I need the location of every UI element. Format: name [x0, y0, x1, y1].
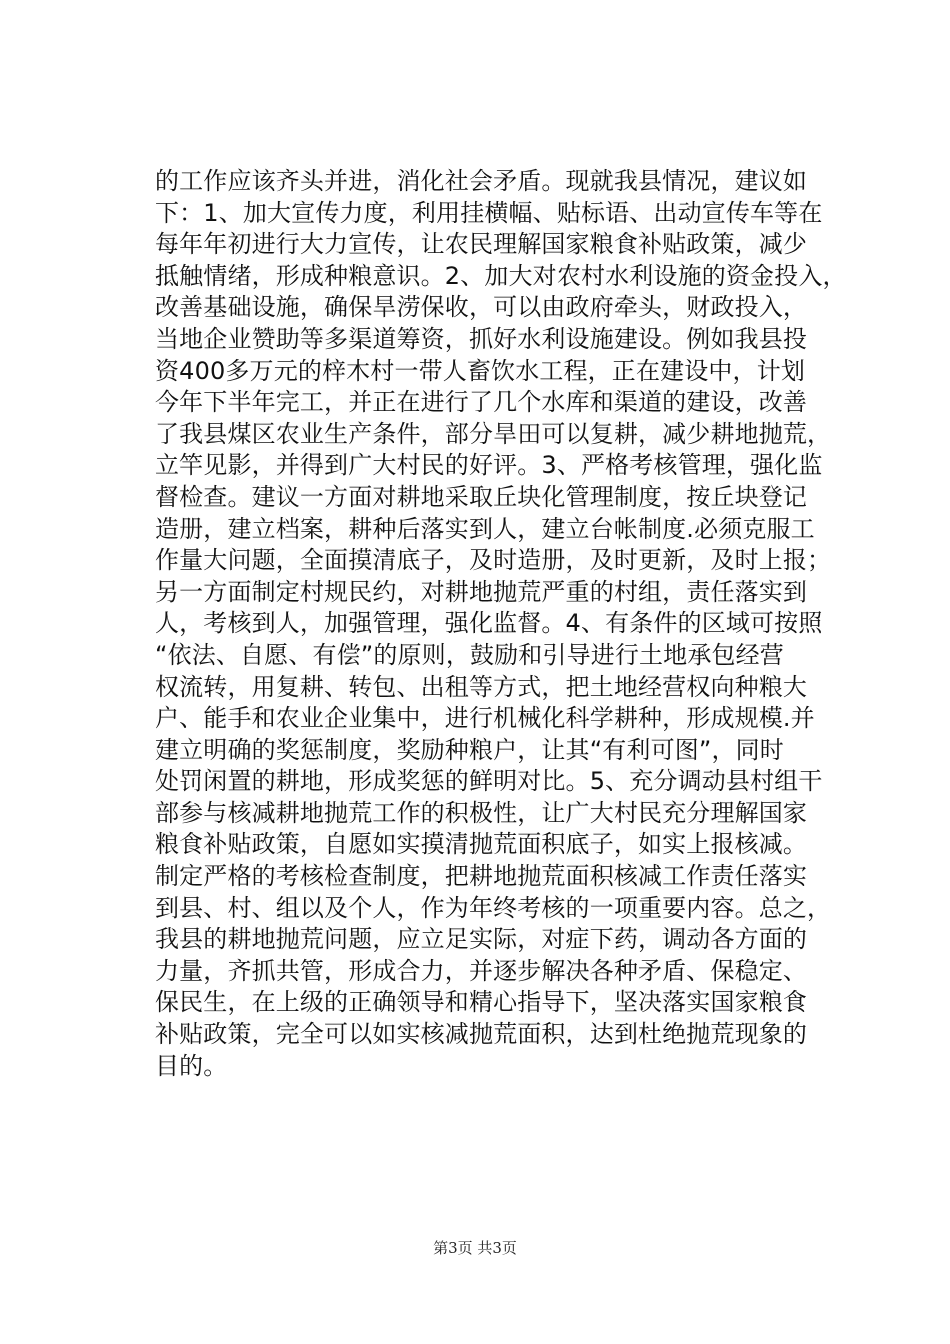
text-line: 目的。 [155, 1051, 228, 1080]
text-line: 另一方面制定村规民约，对耕地抛荒严重的村组，责任落实到 [155, 577, 808, 606]
text-line: 当地企业赞助等多渠道筹资，抓好水利设施建设。例如我县投 [155, 324, 808, 353]
text-line: 到县、村、组以及个人，作为年终考核的一项重要内容。总之， [155, 893, 832, 922]
text-line: 抵触情绪，形成种粮意识。2、加大对农村水利设施的资金投入， [155, 261, 847, 290]
text-line: 作量大问题，全面摸清底子，及时造册，及时更新，及时上报； [155, 546, 832, 575]
text-line: 处罚闲置的耕地，形成奖惩的鲜明对比。5、充分调动县村组干 [155, 767, 823, 796]
text-line: 保民生，在上级的正确领导和精心指导下，坚决落实国家粮食 [155, 988, 808, 1017]
text-line: 建立明确的奖惩制度，奖励种粮户，让其“有利可图”，同时 [155, 735, 784, 764]
text-line: 户、能手和农业企业集中，进行机械化科学耕种，形成规模.并 [155, 704, 815, 733]
text-line: 督检查。建议一方面对耕地采取丘块化管理制度，按丘块登记 [155, 482, 808, 511]
text-line: 人，考核到人，加强管理，强化监督。4、有条件的区域可按照 [155, 609, 823, 638]
text-line: 权流转，用复耕、转包、出租等方式，把土地经营权向种粮大 [155, 672, 808, 701]
text-line: 我县的耕地抛荒问题，应立足实际，对症下药，调动各方面的 [155, 925, 808, 954]
text-line: 的工作应该齐头并进，消化社会矛盾。现就我县情况，建议如 [155, 167, 808, 195]
text-line: 力量，齐抓共管，形成合力，并逐步解决各种矛盾、保稳定、 [155, 956, 808, 985]
text-line: 补贴政策，完全可以如实核减抛荒面积，达到杜绝抛荒现象的 [155, 1020, 808, 1049]
text-line: 改善基础设施，确保旱涝保收，可以由政府牵头，财政投入， [155, 293, 808, 322]
text-line: 了我县煤区农业生产条件，部分旱田可以复耕，减少耕地抛荒， [155, 419, 832, 448]
text-line: 制定严格的考核检查制度，把耕地抛荒面积核减工作责任落实 [155, 862, 808, 891]
text-line: 立竿见影，并得到广大村民的好评。3、严格考核管理，强化监 [155, 451, 823, 480]
text-line: 资400多万元的梓木村一带人畜饮水工程，正在建设中，计划 [155, 356, 806, 385]
page-number-footer: 第3页 共3页 [433, 1239, 517, 1257]
text-line: 下：1、加大宣传力度，利用挂横幅、贴标语、出动宣传车等在 [155, 198, 823, 227]
body-paragraph [155, 166, 845, 1082]
text-line: “依法、自愿、有偿”的原则，鼓励和引导进行土地承包经营 [155, 640, 784, 669]
text-line: 今年下半年完工，并正在进行了几个水库和渠道的建设，改善 [155, 388, 808, 417]
text-line: 粮食补贴政策，自愿如实摸清抛荒面积底子，如实上报核减。 [155, 830, 808, 859]
text-line: 造册，建立档案，耕种后落实到人，建立台帐制度.必须克服工 [155, 514, 815, 543]
text-line: 每年年初进行大力宣传，让农民理解国家粮食补贴政策，减少 [155, 230, 808, 259]
text-line: 部参与核减耕地抛荒工作的积极性，让广大村民充分理解国家 [155, 798, 808, 827]
